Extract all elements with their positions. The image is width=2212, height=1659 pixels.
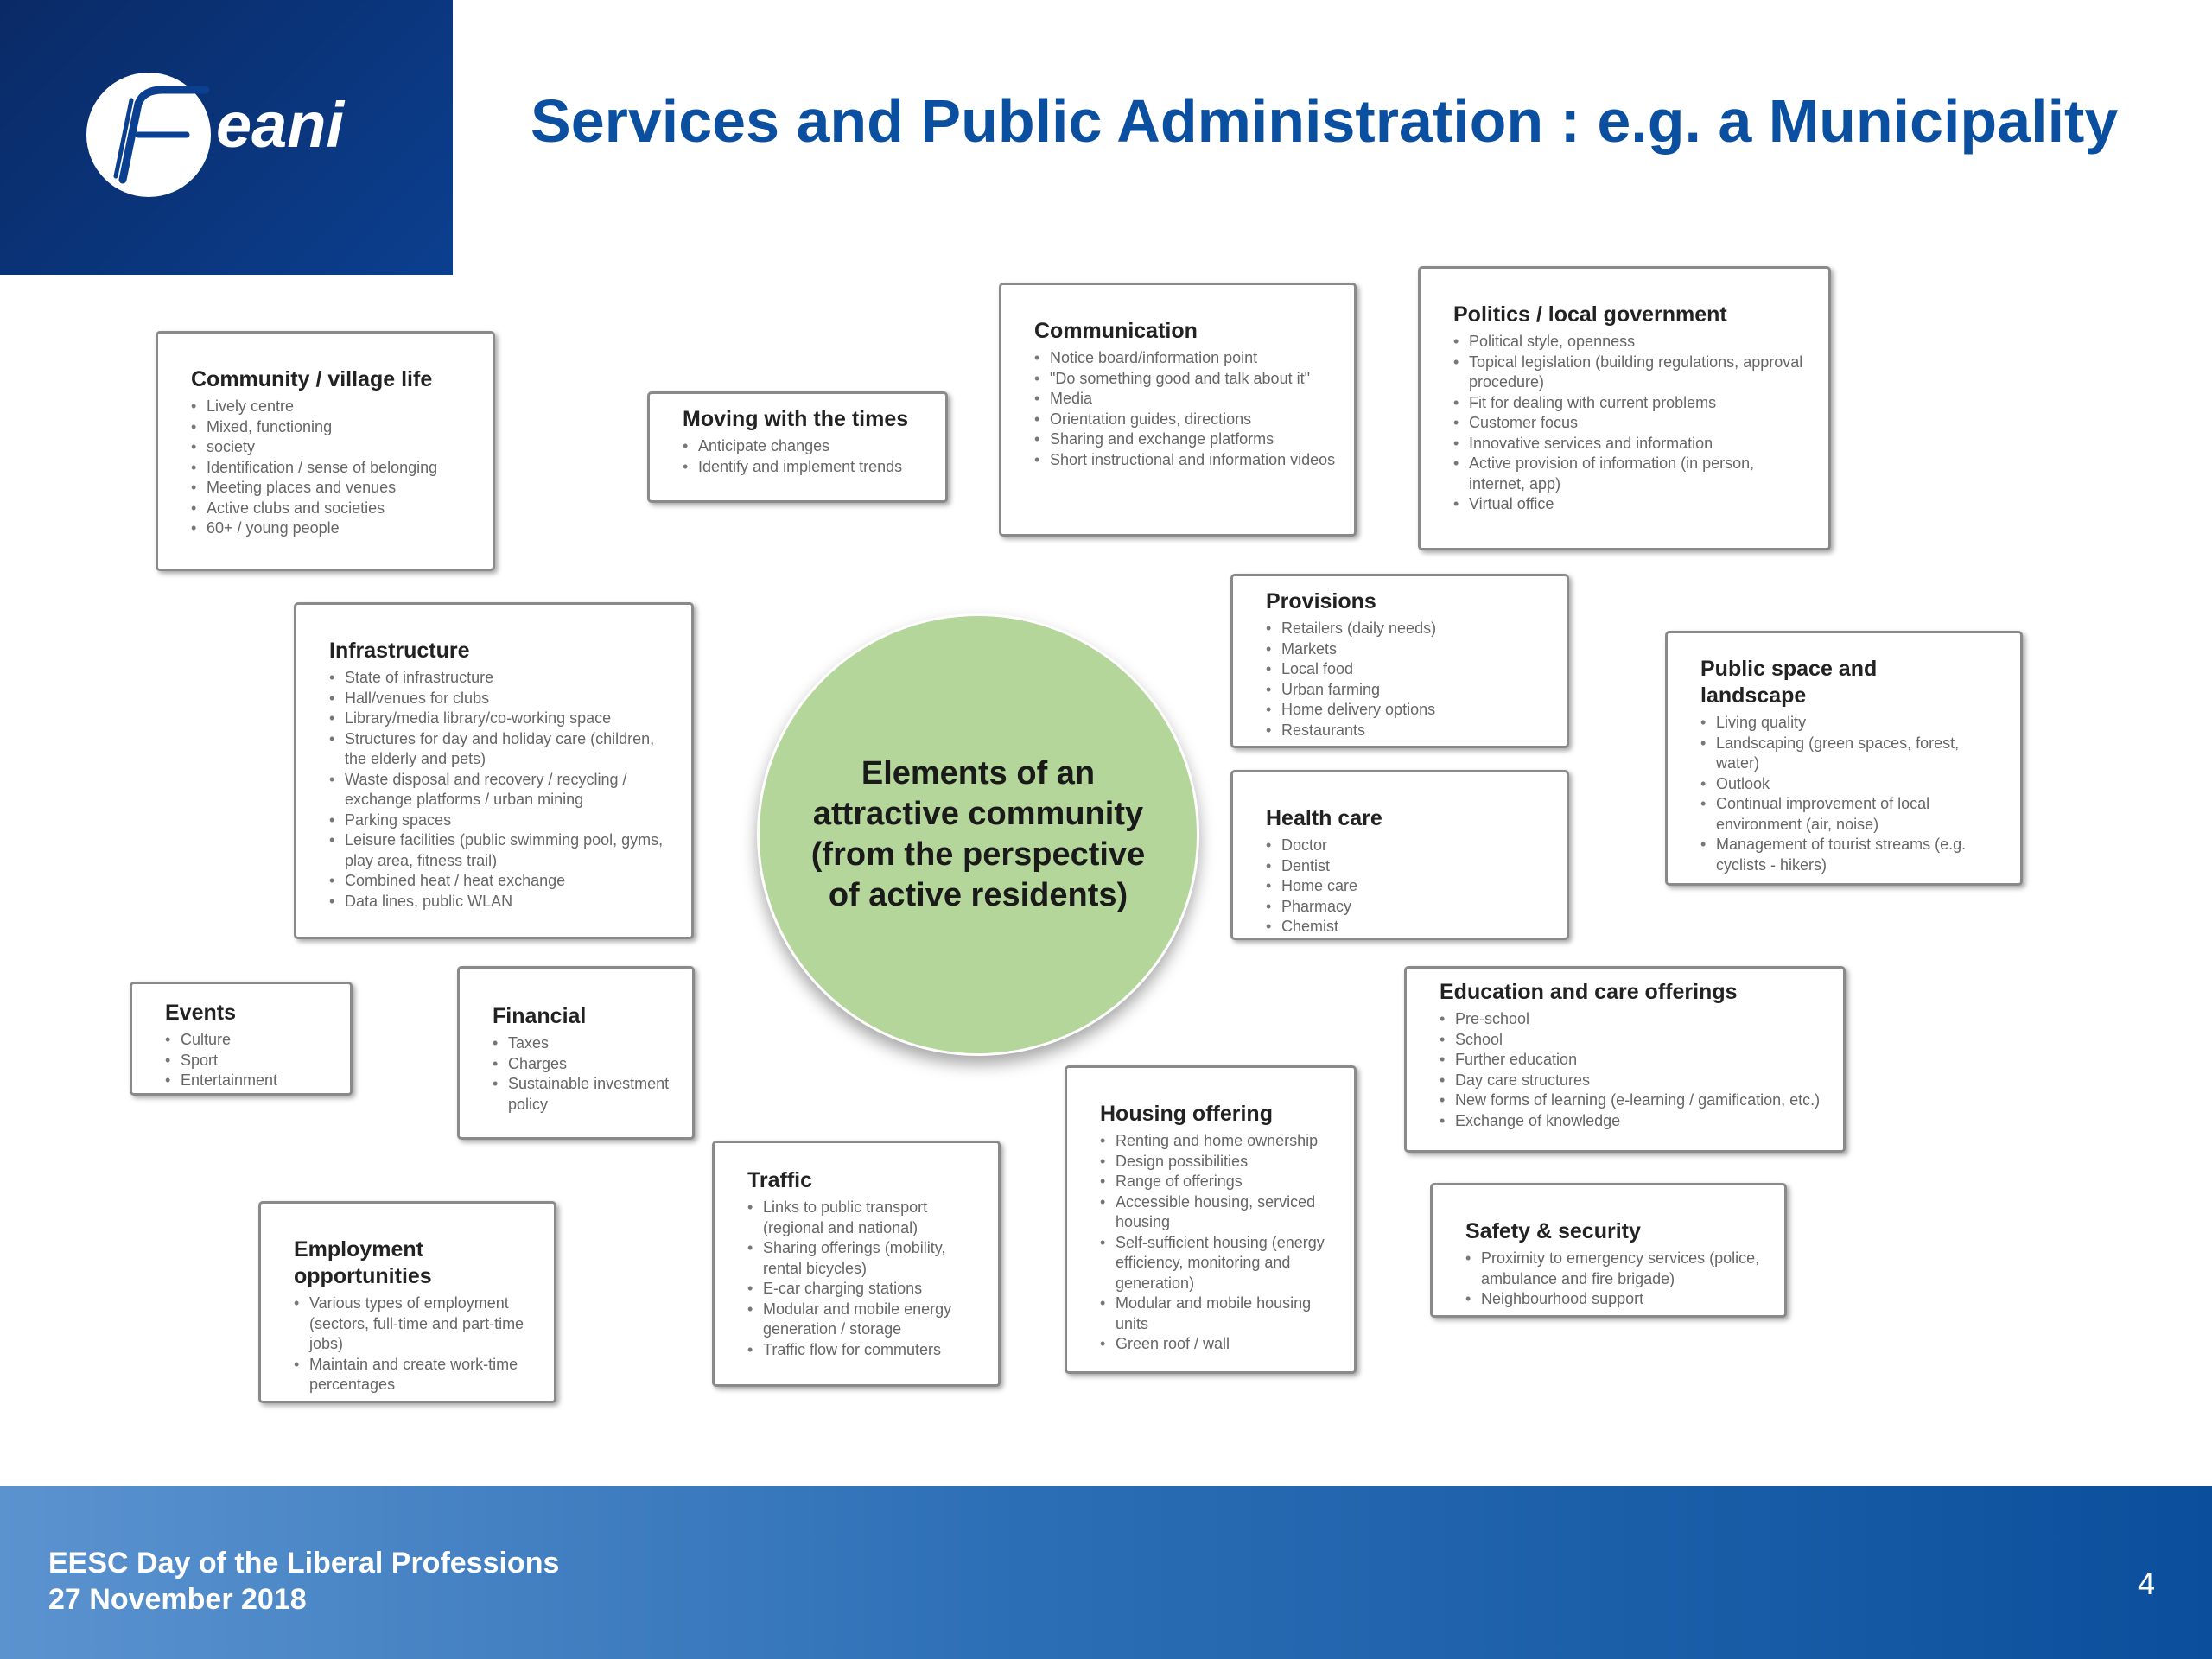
box-communication	[999, 283, 1357, 537]
list-item: • Day care structures	[1440, 1071, 1827, 1091]
box-title: Housing offering	[1100, 1102, 1273, 1126]
box-title: Communication	[1034, 319, 1198, 343]
list-item: • Neighbourhood support	[1465, 1289, 1769, 1310]
box-list	[1453, 332, 1813, 515]
box-title: Education and care offerings	[1440, 980, 1738, 1004]
list-item: • Further education	[1440, 1050, 1827, 1071]
list-item: • Parking spaces	[329, 810, 676, 831]
list-item: • Lively centre	[191, 397, 477, 417]
box-public-space	[1665, 631, 2023, 886]
box-events	[130, 982, 353, 1096]
box-moving	[647, 391, 948, 503]
list-item: • Active provision of information (in person, internet, app)	[1453, 454, 1813, 494]
box-title: Public space and landscape	[1700, 657, 1878, 708]
list-item: • Local food	[1266, 659, 1551, 680]
list-item: • Combined heat / heat exchange	[329, 871, 676, 892]
list-item: • Home care	[1266, 876, 1551, 897]
box-financial	[457, 966, 695, 1140]
list-item: • Meeting places and venues	[191, 478, 477, 499]
list-item: • Dentist	[1266, 856, 1551, 877]
box-title: Provisions	[1266, 589, 1376, 613]
list-item: • Identify and implement trends	[683, 457, 930, 478]
list-item: • Pharmacy	[1266, 897, 1551, 918]
list-item: • Renting and home ownership	[1100, 1131, 1338, 1152]
page-number: 4	[2137, 1566, 2155, 1601]
list-item: • Mixed, functioning	[191, 417, 477, 438]
logo-panel	[0, 0, 453, 275]
list-item: • Proximity to emergency services (police, ambulance and fire brigade)	[1465, 1249, 1769, 1289]
box-title: Safety & security	[1465, 1219, 1641, 1243]
list-item: • Topical legislation (building regulations, approval procedure)	[1453, 353, 1813, 393]
list-item: • Continual improvement of local environment (air, noise)	[1700, 794, 1994, 835]
box-title: Financial	[493, 1004, 587, 1028]
list-item: • Data lines, public WLAN	[329, 892, 676, 912]
list-item: • Self-sufficient housing (energy efficiency, monitoring and generation)	[1100, 1233, 1338, 1294]
list-item: • Restaurants	[1266, 721, 1551, 741]
list-item: • Innovative services and information	[1453, 434, 1813, 454]
box-title: Traffic	[747, 1168, 813, 1192]
box-title: Events	[165, 1001, 236, 1025]
list-item: • School	[1440, 1030, 1827, 1051]
footer	[0, 1486, 2212, 1659]
list-item: • Home delivery options	[1266, 700, 1551, 721]
list-item: • Hall/venues for clubs	[329, 689, 676, 709]
list-item: • "Do something good and talk about it"	[1034, 369, 1338, 390]
list-item: • Modular and mobile energy generation / storage	[747, 1300, 982, 1340]
list-item: • Anticipate changes	[683, 436, 930, 457]
page-title: Services and Public Administration : e.g. a Municipality	[531, 87, 2119, 155]
list-item: • Pre-school	[1440, 1009, 1827, 1030]
box-title: Infrastructure	[329, 639, 470, 663]
list-item: • Entertainment	[165, 1071, 334, 1091]
box-list	[493, 1033, 677, 1115]
list-item: • Doctor	[1266, 836, 1551, 856]
list-item: • State of infrastructure	[329, 668, 676, 689]
list-item: • Various types of employment (sectors, full-time and part-time jobs)	[294, 1294, 538, 1355]
box-list	[165, 1030, 334, 1091]
list-item: • Leisure facilities (public swimming pool, gyms, play area, fitness trail)	[329, 830, 676, 871]
footer-date: 27 November 2018	[48, 1583, 307, 1616]
list-item: • Library/media library/co-working space	[329, 709, 676, 729]
list-item: • Accessible housing, serviced housing	[1100, 1192, 1338, 1233]
box-title: Employment opportunities	[294, 1237, 432, 1288]
list-item: • Virtual office	[1453, 494, 1813, 515]
list-item: • Media	[1034, 389, 1338, 410]
box-list	[1266, 836, 1551, 938]
box-list	[1100, 1131, 1338, 1355]
list-item: • Landscaping (green spaces, forest, water)	[1700, 734, 1994, 774]
list-item: • Orientation guides, directions	[1034, 410, 1338, 430]
feani-logo-icon	[85, 69, 396, 207]
box-community	[156, 331, 495, 571]
list-item: • Notice board/information point	[1034, 348, 1338, 369]
list-item: • E-car charging stations	[747, 1279, 982, 1300]
box-title: Community / village life	[191, 367, 433, 391]
box-list	[683, 436, 930, 477]
box-list	[747, 1198, 982, 1360]
box-safety	[1430, 1183, 1787, 1318]
box-health	[1230, 770, 1569, 940]
list-item: • Chemist	[1266, 917, 1551, 938]
list-item: • Charges	[493, 1054, 677, 1075]
list-item: • Exchange of knowledge	[1440, 1111, 1827, 1132]
list-item: • Structures for day and holiday care (children, the elderly and pets)	[329, 729, 676, 770]
box-education	[1404, 966, 1846, 1153]
list-item: • Taxes	[493, 1033, 677, 1054]
list-item: • Short instructional and information videos	[1034, 450, 1338, 471]
box-title: Politics / local government	[1453, 302, 1727, 327]
list-item: • Urban farming	[1266, 680, 1551, 701]
box-traffic	[712, 1141, 1001, 1387]
list-item: • Traffic flow for commuters	[747, 1340, 982, 1361]
list-item: • Living quality	[1700, 713, 1994, 734]
list-item: • Links to public transport (regional and national)	[747, 1198, 982, 1238]
list-item: • Modular and mobile housing units	[1100, 1294, 1338, 1334]
list-item: • New forms of learning (e-learning / gamification, etc.)	[1440, 1090, 1827, 1111]
list-item: • Fit for dealing with current problems	[1453, 393, 1813, 414]
box-list	[294, 1294, 538, 1395]
list-item: • Waste disposal and recovery / recycling / exchange platforms / urban mining	[329, 770, 676, 810]
list-item: • Sharing and exchange platforms	[1034, 429, 1338, 450]
center-text: Elements of an attractive community (from the perspective of active residents)	[810, 755, 1146, 913]
list-item: • Political style, openness	[1453, 332, 1813, 353]
list-item: • Design possibilities	[1100, 1152, 1338, 1173]
list-item: • Green roof / wall	[1100, 1334, 1338, 1355]
list-item: • Customer focus	[1453, 413, 1813, 434]
box-list	[1266, 619, 1551, 741]
box-infrastructure	[294, 602, 694, 939]
box-provisions	[1230, 574, 1569, 748]
center-circle	[757, 613, 1199, 1056]
box-title: Health care	[1266, 806, 1382, 830]
list-item: • Identification / sense of belonging	[191, 458, 477, 479]
list-item: • Maintain and create work-time percentages	[294, 1355, 538, 1395]
list-item: • Culture	[165, 1030, 334, 1051]
box-politics	[1418, 266, 1831, 550]
logo-text: eani	[216, 89, 345, 161]
list-item: • Active clubs and societies	[191, 499, 477, 519]
footer-event-name: EESC Day of the Liberal Professions	[48, 1547, 560, 1580]
list-item: • Outlook	[1700, 774, 1994, 795]
box-list	[329, 668, 676, 912]
box-list	[1034, 348, 1338, 470]
list-item: • Retailers (daily needs)	[1266, 619, 1551, 639]
list-item: • Management of tourist streams (e.g. cyclists - hikers)	[1700, 835, 1994, 875]
box-list	[191, 397, 477, 539]
box-employment	[258, 1201, 556, 1403]
list-item: • Range of offerings	[1100, 1172, 1338, 1192]
box-housing	[1065, 1065, 1357, 1374]
list-item: • Sharing offerings (mobility, rental bicycles)	[747, 1238, 982, 1279]
box-list	[1465, 1249, 1769, 1310]
box-list	[1700, 713, 1994, 875]
list-item: • Sport	[165, 1051, 334, 1071]
list-item: • Markets	[1266, 639, 1551, 660]
list-item: • society	[191, 437, 477, 458]
box-list	[1440, 1009, 1827, 1131]
box-title: Moving with the times	[683, 407, 909, 431]
list-item: • 60+ / young people	[191, 518, 477, 539]
list-item: • Sustainable investment policy	[493, 1074, 677, 1115]
